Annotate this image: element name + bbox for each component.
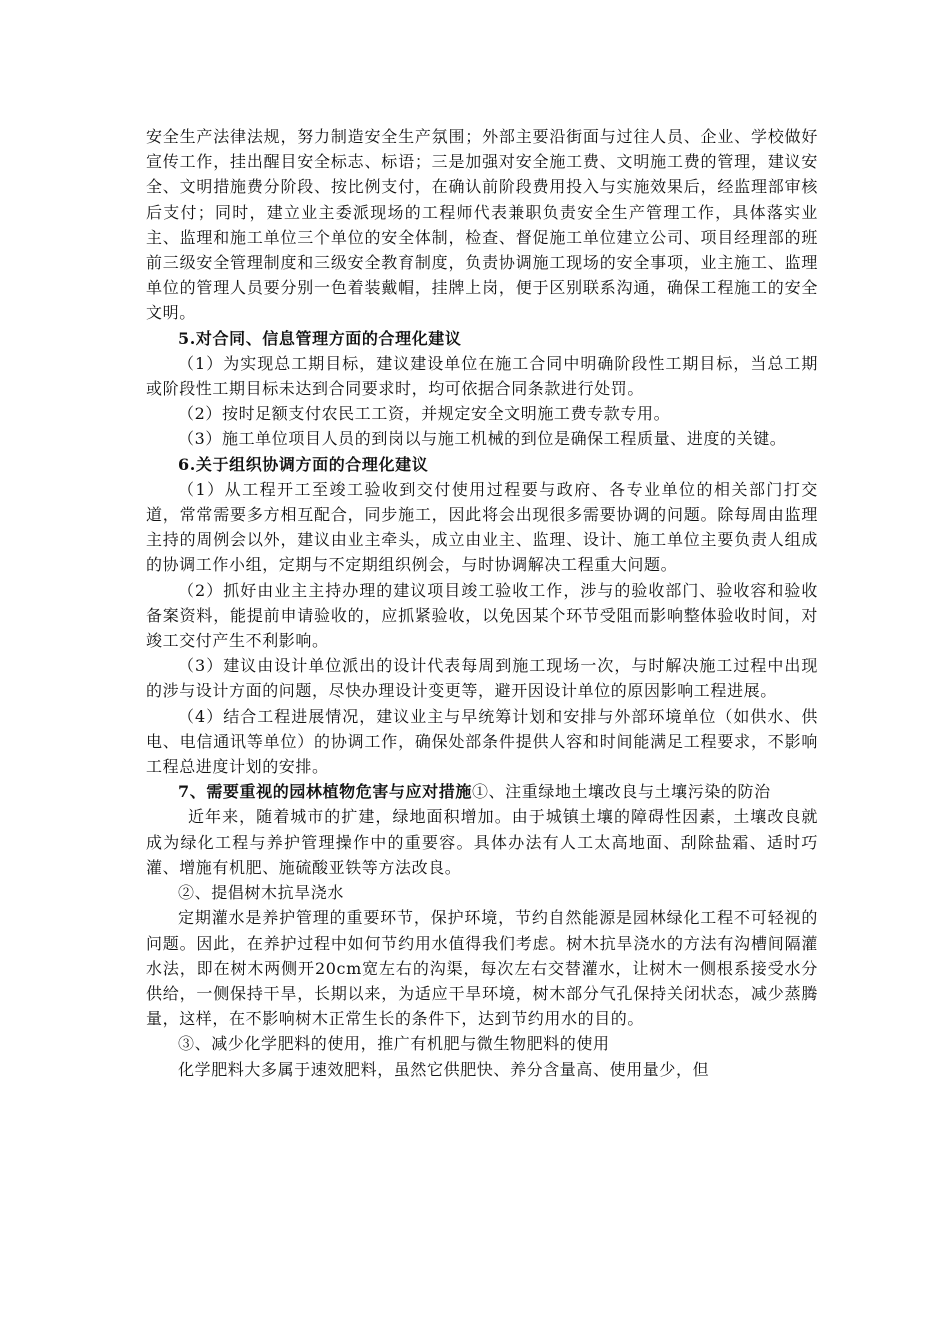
paragraph-soil-improvement: 近年来，随着城市的扩建，绿地面积增加。由于城镇土壤的障碍性因素，土壤改良就成为绿化工程与养护管理操作中的重要容。具体办法有人工太高地面、刮除盐霜、适时巧灌、增施有机肥、施硫酸亚铁等方法改良。	[146, 807, 818, 877]
paragraph-coordination-1: （1）从工程开工至竣工验收到交付使用过程要与政府、各专业单位的相关部门打交道，常常需要多方相互配合，同步施工，因此将会出现很多需要协调的问题。除每周由监理主持的周例会以外，建议由业主牵头，成立由业主、监理、设计、施工单位主要负责人组成的协调工作小组，定期与不定期组织例会，与时协调解决工程重大问题。	[146, 479, 818, 575]
subheading-drought-watering: ②、提倡树木抗旱浇水	[178, 883, 345, 903]
paragraph-contract-1: （1）为实现总工期目标，建议建设单位在施工合同中明确阶段性工期目标，当总工期或阶段性工期目标未达到合同要求时，均可依据合同条款进行处罚。	[146, 353, 818, 399]
heading-organization-coordination: 6.关于组织协调方面的合理化建议	[178, 454, 429, 474]
heading-contract-info-management: 5.对合同、信息管理方面的合理化建议	[178, 328, 462, 348]
paragraph-coordination-2: （2）抓好由业主主持办理的建议项目竣工验收工作，涉与的验收部门、验收容和验收备案资料，能提前申请验收的，应抓紧验收，以免因某个环节受阻而影响整体验收时间，对竣工交付产生不利影响。	[146, 580, 818, 651]
heading-plant-hazards: 7、需要重视的园林植物危害与应对措施	[178, 782, 472, 802]
document-body	[146, 124, 818, 1082]
paragraph-coordination-4: （4）结合工程进展情况，建议业主与早统筹计划和安排与外部环境单位（如供水、供电、电信通讯等单位）的协调工作，确保处部条件提供人容和时间能满足工程要求，不影响工程总进度计划的安排。	[146, 706, 818, 777]
paragraph-plant-hazards	[146, 779, 818, 804]
paragraph-drought-watering: 定期灌水是养护管理的重要环节，保护环境，节约自然能源是园林绿化工程不可轻视的问题。因此，在养护过程中如何节约用水值得我们考虑。树木抗旱浇水的方法有沟槽间隔灌水法，即在树木两侧开20cm宽左右的沟渠，每次左右交替灌水，让树木一侧根系接受水分供给，一侧保持干旱，长期以来，为适应干旱环境，树木部分气孔保持关闭状态，减少蒸腾量，这样，在不影响树木正常生长的条件下，达到节约用水的目的。	[146, 908, 818, 1029]
paragraph-contract-2: （2）按时足额支付农民工工资，并规定安全文明施工费专款专用。	[178, 404, 671, 424]
paragraph-fertilizer: 化学肥料大多属于速效肥料，虽然它供肥快、养分含量高、使用量少，但	[178, 1059, 710, 1079]
paragraph-safety-management: 安全生产法律法规，努力制造安全生产氛围；外部主要沿街面与过往人员、企业、学校做好宣传工作，挂出醒目安全标志、标语；三是加强对安全施工费、文明施工费的管理，建议安全、文明措施费分阶段、按比例支付，在确认前阶段费用投入与实施效果后，经监理部审核后支付；同时，建立业主委派现场的工程师代表兼职负责安全生产管理工作，具体落实业主、监理和施工单位三个单位的安全体制，检查、督促施工单位建立公司、项目经理部的班前三级安全管理制度和三级安全教育制度，负责协调施工现场的安全事项，业主施工、监理单位的管理人员要分别一色着装戴帽，挂牌上岗，便于区别联系沟通，确保工程施工的安全文明。	[146, 127, 818, 323]
paragraph-coordination-3: （3）建议由设计单位派出的设计代表每周到施工现场一次，与时解决施工过程中出现的涉与设计方面的问题，尽快办理设计变更等，避开因设计单位的原因影响工程进展。	[146, 656, 818, 701]
paragraph-contract-3: （3）施工单位项目人员的到岗以与施工机械的到位是确保工程质量、进度的关键。	[178, 429, 787, 449]
subheading-fertilizer: ③、减少化学肥料的使用，推广有机肥与微生物肥料的使用	[178, 1034, 610, 1054]
subheading-soil-improvement: ①、注重绿地土壤改良与土壤污染的防治	[471, 782, 771, 802]
